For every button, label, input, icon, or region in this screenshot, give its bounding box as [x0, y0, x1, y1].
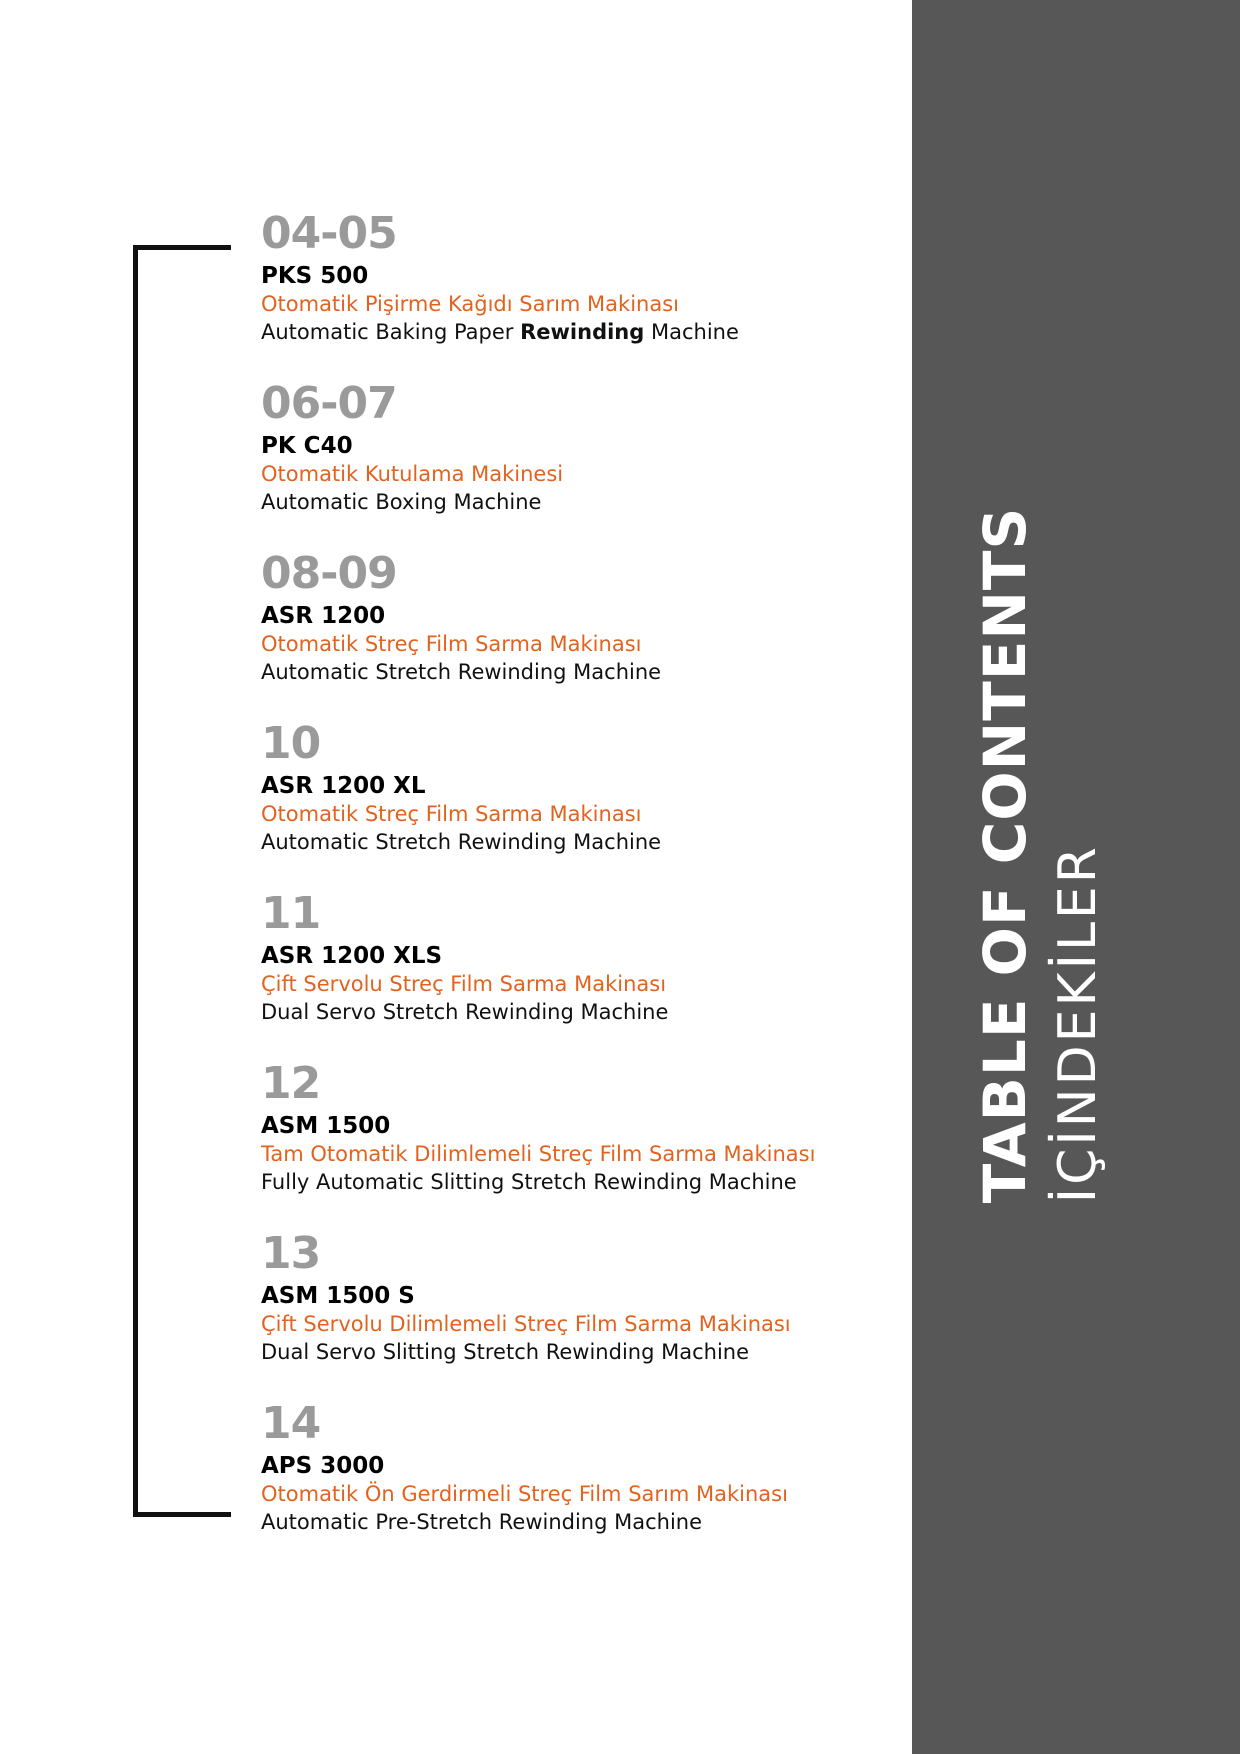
english-description: Dual Servo Stretch Rewinding Machine: [261, 1000, 669, 1024]
english-description-bold: Rewinding: [520, 320, 645, 344]
toc-entry-asr-1200[interactable]: [261, 546, 901, 716]
page-range: 04-05: [261, 208, 397, 259]
toc-entry-asm-1500[interactable]: [261, 1056, 901, 1226]
page-range: 06-07: [261, 378, 397, 429]
toc-entry-pk-c40[interactable]: [261, 376, 901, 546]
turkish-description: Otomatik Kutulama Makinesi: [261, 462, 564, 486]
model-name: ASR 1200 XL: [261, 773, 426, 799]
toc-entry-pks-500[interactable]: [261, 206, 901, 376]
turkish-description: Tam Otomatik Dilimlemeli Streç Film Sarma Makinası: [261, 1142, 816, 1166]
turkish-description: Otomatik Pişirme Kağıdı Sarım Makinası: [261, 292, 679, 316]
page-range: 08-09: [261, 548, 397, 599]
model-name: PKS 500: [261, 263, 369, 289]
toc-entry-aps-3000[interactable]: [261, 1396, 901, 1566]
turkish-description: Çift Servolu Streç Film Sarma Makinası: [261, 972, 667, 996]
english-description: Fully Automatic Slitting Stretch Rewinding Machine: [261, 1170, 797, 1194]
turkish-description: Otomatik Ön Gerdirmeli Streç Film Sarım Makinası: [261, 1482, 788, 1506]
english-description: Automatic Pre-Stretch Rewinding Machine: [261, 1510, 703, 1534]
page-range: 12: [261, 1058, 321, 1109]
english-description-end: Machine: [644, 320, 739, 344]
toc-entry-asr-1200-xls[interactable]: [261, 886, 901, 1056]
model-name: PK C40: [261, 433, 353, 459]
english-description: Automatic Stretch Rewinding Machine: [261, 830, 662, 854]
english-description: Dual Servo Slitting Stretch Rewinding Machine: [261, 1340, 750, 1364]
turkish-description: Otomatik Streç Film Sarma Makinası: [261, 802, 642, 826]
model-name: ASR 1200: [261, 603, 386, 629]
toc-bracket: [133, 245, 231, 1517]
title-english: TABLE OF CONTENTS: [971, 506, 1039, 1204]
turkish-description: Çift Servolu Dilimlemeli Streç Film Sarma Makinası: [261, 1312, 791, 1336]
english-description-start: Automatic Baking Paper: [261, 320, 521, 344]
title-turkish: İÇİNDEKİLER: [1048, 844, 1108, 1204]
model-name: ASM 1500: [261, 1113, 391, 1139]
turkish-description: Otomatik Streç Film Sarma Makinası: [261, 632, 642, 656]
model-name: ASR 1200 XLS: [261, 943, 443, 969]
model-name: ASM 1500 S: [261, 1283, 415, 1309]
english-description: Automatic Boxing Machine: [261, 490, 542, 514]
page-range: 10: [261, 718, 321, 769]
page-range: 13: [261, 1228, 321, 1279]
english-description: Automatic Stretch Rewinding Machine: [261, 660, 662, 684]
page-range: 14: [261, 1398, 321, 1449]
toc-entry-asm-1500-s[interactable]: [261, 1226, 901, 1396]
vertical-title: [971, 506, 1108, 1204]
model-name: APS 3000: [261, 1453, 385, 1479]
toc-entry-asr-1200-xl[interactable]: [261, 716, 901, 886]
page-range: 11: [261, 888, 321, 939]
table-of-contents: [261, 206, 901, 1566]
english-description: [261, 318, 901, 346]
